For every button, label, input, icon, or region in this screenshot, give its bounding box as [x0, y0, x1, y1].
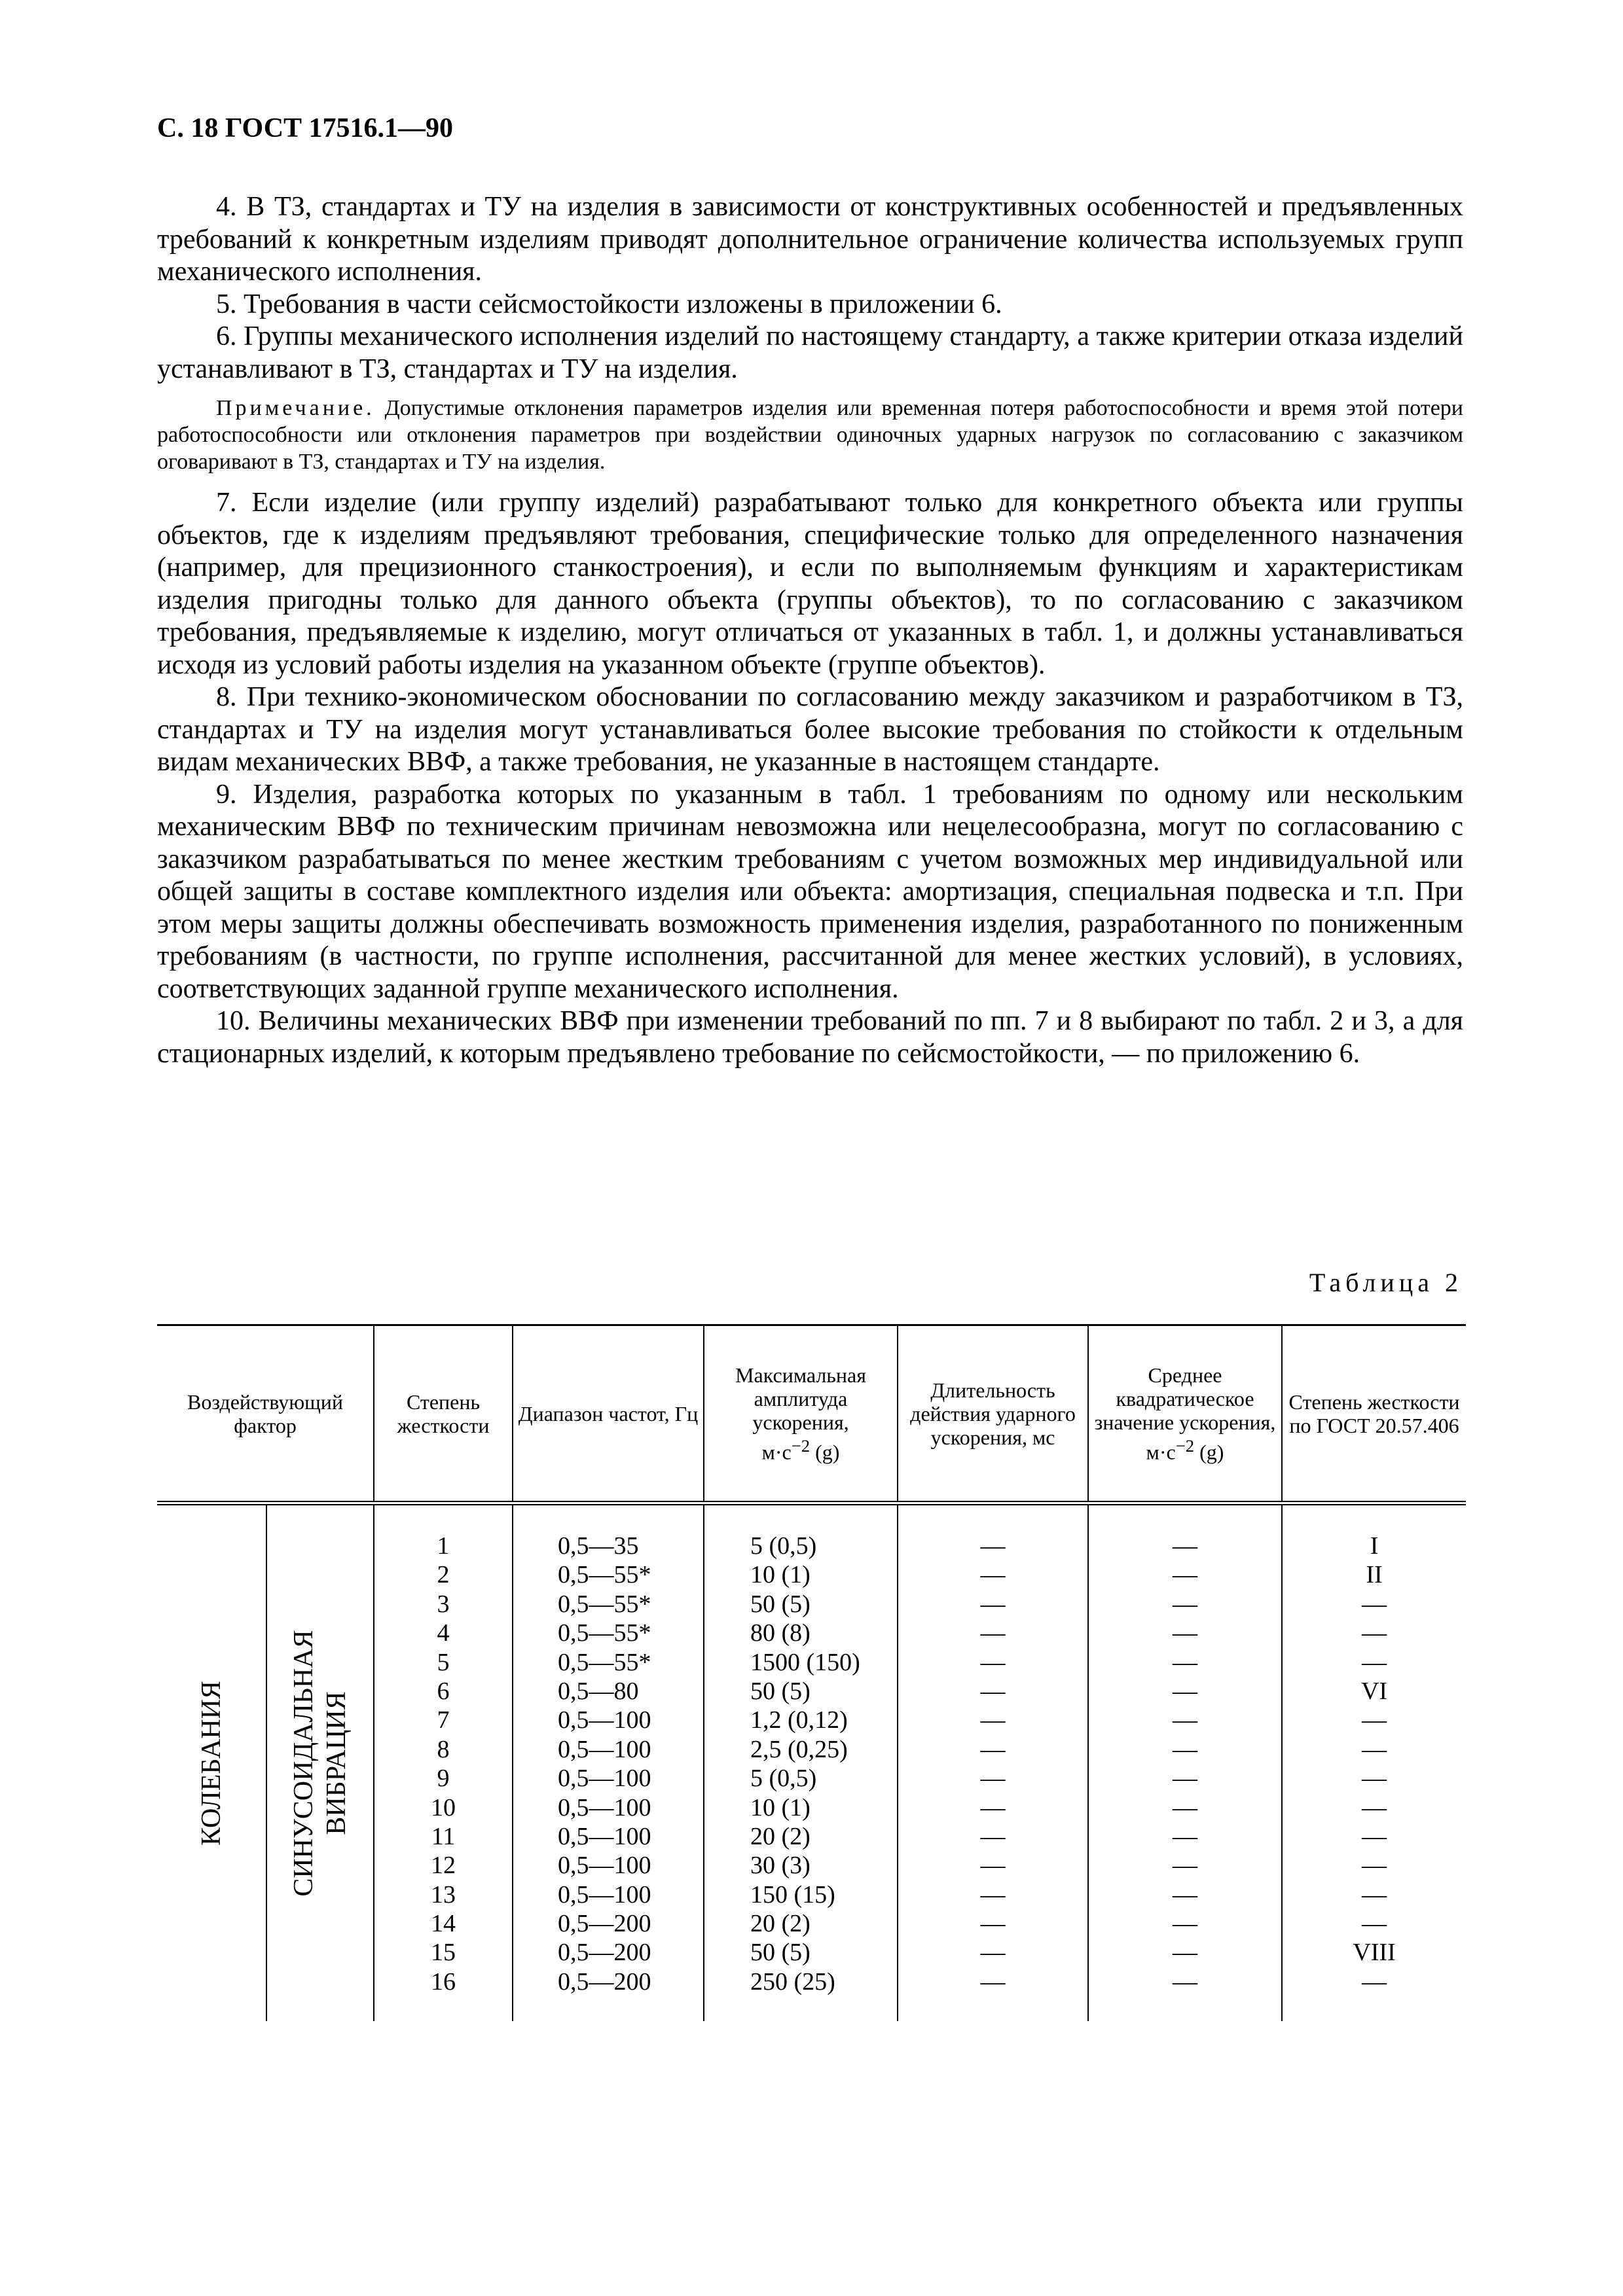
cell-gost: — — [1362, 1706, 1387, 1734]
cell-freq: 0,5—100 — [558, 1852, 651, 1880]
col-freq — [513, 1503, 704, 2022]
cell-amplitude: 5 (0,5) — [750, 1532, 817, 1560]
cell-rms: — — [1173, 1822, 1198, 1850]
cell-gost: VI — [1360, 1677, 1388, 1705]
cell-rms: — — [1173, 1532, 1198, 1560]
cell-gost: — — [1362, 1735, 1387, 1763]
cell-rms: — — [1173, 1939, 1198, 1967]
cell-gost: — — [1362, 1793, 1387, 1821]
cell-degree: 11 — [431, 1822, 456, 1850]
cell-amplitude: 30 (3) — [750, 1852, 811, 1880]
cell-duration: — — [980, 1967, 1006, 1996]
group-sub-line1: СИНУСОИДАЛЬНАЯ — [289, 1630, 319, 1897]
cell-duration: — — [980, 1561, 1006, 1589]
cell-freq: 0,5—35 — [558, 1532, 639, 1560]
cell-freq: 0,5—80 — [558, 1677, 639, 1705]
cell-rms: — — [1173, 1619, 1198, 1647]
cell-amplitude: 20 (2) — [750, 1822, 811, 1850]
cell-rms: — — [1173, 1590, 1198, 1618]
cell-degree: 12 — [431, 1852, 456, 1880]
cell-freq: 0,5—55* — [558, 1590, 651, 1618]
cell-degree: 5 — [437, 1648, 450, 1676]
cell-freq: 0,5—55* — [558, 1561, 651, 1589]
cell-duration: — — [980, 1910, 1006, 1938]
header-rms-unit: м·с — [1146, 1440, 1176, 1464]
cell-freq: 0,5—200 — [558, 1910, 651, 1938]
cell-degree: 9 — [437, 1765, 450, 1793]
table-2 — [157, 1324, 1466, 2021]
cell-gost: — — [1362, 1619, 1387, 1647]
header-factor: Воздействующий фактор — [157, 1325, 374, 1503]
cell-degree: 7 — [437, 1706, 450, 1734]
cell-duration: — — [980, 1706, 1006, 1734]
cell-freq: 0,5—100 — [558, 1793, 651, 1821]
cell-rms: — — [1173, 1677, 1198, 1705]
cell-duration: — — [980, 1793, 1006, 1821]
cell-degree: 2 — [437, 1561, 450, 1589]
header-amplitude-exp: −2 — [791, 1435, 811, 1456]
cell-duration: — — [980, 1822, 1006, 1850]
cell-freq: 0,5—100 — [558, 1822, 651, 1850]
header-gost: Степень жесткости по ГОСТ 20.57.406 — [1282, 1325, 1466, 1503]
cell-freq: 0,5—100 — [558, 1765, 651, 1793]
paragraph-6: 6. Группы механического исполнения изделий по настоящему стандарту, а также критерии отказа изделий устанавливают в ТЗ, стандартах и ТУ на изделия. — [157, 321, 1463, 384]
header-duration: Длительность действия ударного ускорения, мс — [898, 1325, 1088, 1503]
col-degree — [374, 1503, 513, 2022]
cell-duration: — — [980, 1880, 1006, 1909]
cell-duration: — — [980, 1939, 1006, 1967]
header-rms-text: Среднее квадратическое значение ускорения, — [1094, 1363, 1276, 1434]
cell-freq: 0,5—55* — [558, 1648, 651, 1676]
cell-amplitude: 80 (8) — [750, 1619, 811, 1647]
cell-duration: — — [980, 1590, 1006, 1618]
note — [157, 395, 1463, 475]
header-amplitude-unit: м·с — [761, 1440, 792, 1464]
paragraph-7: 7. Если изделие (или группу изделий) разрабатывают только для конкретного объекта или группы объектов, где к изделиям предъявляют требования, специфические только для определенного назначения (например, для прецизионного станкостроения), и если по выполняемым функциям и характеристикам изделия пригодны только для данного объекта (группы объектов), то по согласованию с заказчиком требования, предъявляемые к изделию, могут отличаться от указанных в табл. 1, и должны устанавливаться исходя из условий работы изделия на указанном объекте (группе объектов). — [157, 488, 1463, 680]
cell-amplitude: 50 (5) — [750, 1677, 811, 1705]
cell-freq: 0,5—100 — [558, 1880, 651, 1909]
cell-gost: — — [1362, 1765, 1387, 1793]
cell-degree: 6 — [437, 1677, 450, 1705]
header-rms-g: (g) — [1194, 1440, 1224, 1464]
cell-rms: — — [1173, 1765, 1198, 1793]
cell-degree: 13 — [431, 1880, 456, 1909]
header-rms — [1088, 1325, 1282, 1503]
header-freq: Диапазон частот, Гц — [513, 1325, 704, 1503]
paragraph-10: 10. Величины механических ВВФ при изменении требований по пп. 7 и 8 выбирают по табл. 2 и 3, а для стационарных изделий, к которым предъявлено требование по сейсмостойкости, — по приложению 6. — [157, 1006, 1463, 1069]
cell-rms: — — [1173, 1561, 1198, 1589]
paragraph-4: 4. В ТЗ, стандартах и ТУ на изделия в зависимости от конструктивных особенностей и предъявленных требований к конкретным изделиям приводят дополнительное ограничение количества используемых групп механического исполнения. — [157, 192, 1463, 287]
note-label: Примечание. — [216, 396, 375, 420]
cell-gost: — — [1362, 1648, 1387, 1676]
paragraph-5: 5. Требования в части сейсмостойкости изложены в приложении 6. — [216, 289, 1002, 319]
note-text: Допустимые отклонения параметров изделия или временная потеря работоспособности и время этой потери работоспособности или отклонения параметров при воздействии одиночных ударных нагрузок по согласованию с заказчиком оговаривают в ТЗ, стандартах и ТУ на изделия. — [157, 396, 1463, 474]
cell-degree: 4 — [437, 1619, 450, 1647]
cell-degree: 14 — [431, 1910, 456, 1938]
cell-rms: — — [1173, 1648, 1198, 1676]
cell-amplitude: 20 (2) — [750, 1910, 811, 1938]
cell-rms: — — [1173, 1852, 1198, 1880]
cell-duration: — — [980, 1852, 1006, 1880]
header-amplitude — [704, 1325, 898, 1503]
group-sub-cell — [266, 1503, 374, 2022]
cell-amplitude: 1,2 (0,12) — [750, 1706, 848, 1734]
cell-amplitude: 250 (25) — [750, 1967, 835, 1996]
cell-degree: 10 — [431, 1793, 456, 1821]
group-sub-label — [287, 1630, 353, 1896]
cell-duration: — — [980, 1532, 1006, 1560]
header-amplitude-g: (g) — [810, 1440, 840, 1464]
cell-duration: — — [980, 1648, 1006, 1676]
cell-amplitude: 50 (5) — [750, 1939, 811, 1967]
cell-gost: — — [1362, 1852, 1387, 1880]
cell-duration: — — [980, 1677, 1006, 1705]
cell-amplitude: 5 (0,5) — [750, 1765, 817, 1793]
cell-rms: — — [1173, 1735, 1198, 1763]
cell-amplitude: 10 (1) — [750, 1793, 811, 1821]
cell-degree: 16 — [431, 1967, 456, 1996]
cell-gost: VIII — [1353, 1939, 1396, 1967]
table-header-row — [157, 1325, 1466, 1503]
cell-rms: — — [1173, 1910, 1198, 1938]
cell-degree: 3 — [437, 1590, 450, 1618]
table-caption: Таблица 2 — [1309, 1268, 1463, 1297]
paragraph-8: 8. При технико-экономическом обосновании по согласованию между заказчиком и разработчиком в ТЗ, стандартах и ТУ на изделия могут устанавливаться более высокие требования по стойкости к отдельным видам механических ВВФ, а также требования, не указанные в настоящем стандарте. — [157, 682, 1463, 777]
paragraph-9: 9. Изделия, разработка которых по указанным в табл. 1 требованиям по одному или нескольким механическим ВВФ по техническим причинам невозможна или нецелесообразна, могут по согласованию с заказчиком разрабатываться по менее жестким требованиям с учетом возможных мер индивидуальной или общей защиты в составе комплектного изделия или объекта: амортизация, специальная подвеска и т.п. При этом меры защиты должны обеспечивать возможность применения изделия, разработанного по пониженным требованиям (в частности, по группе исполнения, рассчитанной для менее жестких условий), в условиях, соответствующих заданной группе механического исполнения. — [157, 779, 1463, 1004]
cell-amplitude: 10 (1) — [750, 1561, 811, 1589]
cell-amplitude: 50 (5) — [750, 1590, 811, 1618]
col-rms — [1088, 1503, 1282, 2022]
cell-gost: — — [1362, 1822, 1387, 1850]
cell-freq: 0,5—200 — [558, 1939, 651, 1967]
header-rms-exp: −2 — [1175, 1435, 1195, 1456]
cell-freq: 0,5—200 — [558, 1967, 651, 1996]
cell-amplitude: 2,5 (0,25) — [750, 1735, 848, 1763]
cell-duration: — — [980, 1619, 1006, 1647]
table-body-row — [157, 1503, 1466, 2022]
cell-gost: — — [1362, 1590, 1387, 1618]
cell-degree: 15 — [431, 1939, 456, 1967]
cell-rms: — — [1173, 1967, 1198, 1996]
cell-rms: — — [1173, 1793, 1198, 1821]
cell-amplitude: 150 (15) — [750, 1880, 835, 1909]
cell-gost: — — [1362, 1910, 1387, 1938]
group-main-cell — [157, 1503, 266, 2022]
cell-rms: — — [1173, 1880, 1198, 1909]
cell-gost: — — [1362, 1880, 1387, 1909]
cell-degree: 8 — [437, 1735, 450, 1763]
col-amplitude — [704, 1503, 898, 2022]
header-amplitude-text: Максимальная амплитуда ускорения, — [735, 1363, 866, 1434]
body-text — [157, 191, 1463, 1070]
cell-freq: 0,5—55* — [558, 1619, 651, 1647]
cell-freq: 0,5—100 — [558, 1735, 651, 1763]
cell-freq: 0,5—100 — [558, 1706, 651, 1734]
cell-duration: — — [980, 1765, 1006, 1793]
col-gost — [1282, 1503, 1466, 2022]
cell-gost: II — [1366, 1561, 1383, 1589]
cell-gost: I — [1370, 1532, 1379, 1560]
col-duration — [898, 1503, 1088, 2022]
header-degree: Степень жесткости — [374, 1325, 513, 1503]
cell-duration: — — [980, 1735, 1006, 1763]
group-sub-line2: ВИБРАЦИЯ — [321, 1691, 352, 1835]
cell-degree: 1 — [437, 1532, 450, 1560]
cell-amplitude: 1500 (150) — [750, 1648, 860, 1676]
page-header: С. 18 ГОСТ 17516.1—90 — [157, 113, 454, 143]
group-main-label: КОЛЕБАНИЯ — [196, 1681, 227, 1846]
cell-rms: — — [1173, 1706, 1198, 1734]
cell-gost: — — [1362, 1967, 1387, 1996]
